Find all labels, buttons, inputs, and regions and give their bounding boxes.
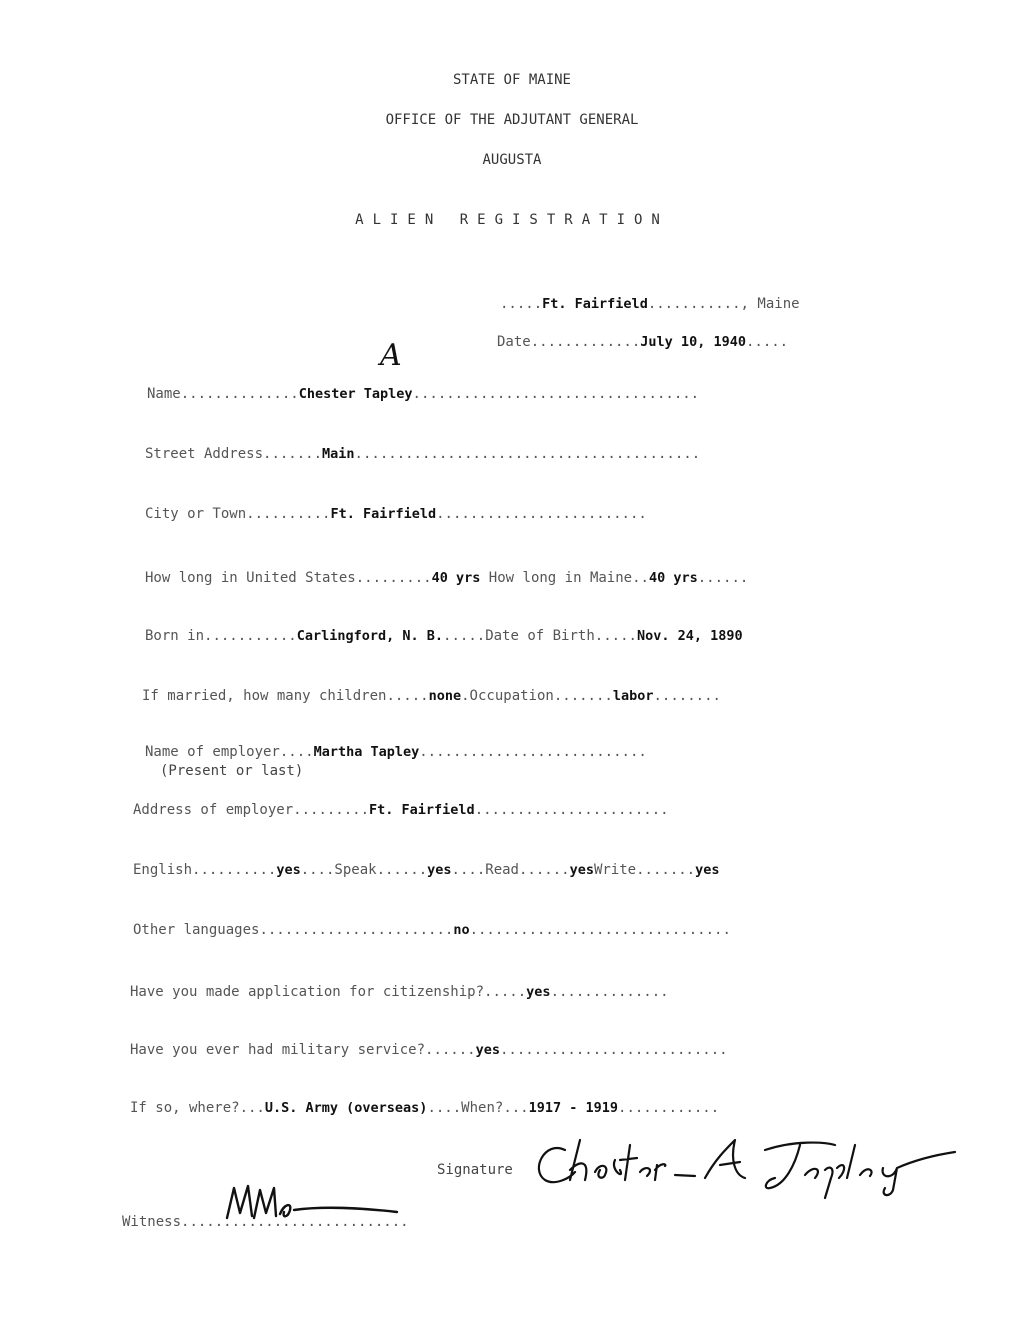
header-state: STATE OF MAINE [452,72,571,88]
street-label: Street Address [145,446,264,462]
occupation-label: Occupation [469,688,554,704]
speak-value: yes [427,862,452,878]
witness-line: Witness........................... [122,1214,409,1230]
children-occupation-field: If married, how many children.....none.Occupation.......labor........ [142,688,721,704]
dob-value: Nov. 24, 1890 [636,628,743,644]
residency-field: How long in United States.........40 yrs How long in Maine..40 yrs...... [145,570,749,586]
other-languages-value: no [453,922,470,938]
handwritten-a-mark: A [380,338,402,373]
employer-address-label: Address of employer [133,802,294,818]
place-value: Ft. Fairfield [542,296,648,312]
children-label: If married, how many children [142,688,387,704]
military-field: Have you ever had military service?......yes........................... [130,1042,728,1058]
born-in-label: Born in [145,628,205,644]
how-long-me-label: How long in Maine [488,570,633,586]
how-long-me-value: 40 yrs [648,570,698,586]
where-value: U.S. Army (overseas) [264,1100,428,1116]
name-field: Name..............Chester Tapley.................................. [147,386,700,402]
other-languages-label: Other languages [133,922,260,938]
witness-label: Witness [122,1214,182,1230]
employer-address-value: Ft. Fairfield [369,802,475,818]
born-in-value: Carlingford, N. B. [296,628,444,644]
street-value: Main [322,446,355,462]
english-label: English [133,862,193,878]
birth-field: Born in...........Carlingford, N. B......Date of Birth.....Nov. 24, 1890 [145,628,743,644]
dob-label: Date of Birth [485,628,595,644]
citizenship-field: Have you made application for citizenship?.....yes.............. [130,984,669,1000]
date-line: Date.............July 10, 1940..... [497,334,789,350]
header-city: AUGUSTA [482,152,542,168]
name-label: Name [147,386,181,402]
how-long-us-value: 40 yrs [431,570,481,586]
read-value: yes [569,862,594,878]
employer-label: Name of employer [145,744,280,760]
english-value: yes [276,862,301,878]
place-line: .....Ft. Fairfield..........., Maine [500,296,800,312]
employer-field: Name of employer....Martha Tapley........................... [145,744,647,760]
header-office: OFFICE OF THE ADJUTANT GENERAL [385,112,639,128]
where-label: If so, where? [130,1100,240,1116]
place-suffix: , Maine [740,296,800,312]
when-label: When? [461,1100,504,1116]
service-detail-field: If so, where?...U.S. Army (overseas)....When?...1917 - 1919............ [130,1100,720,1116]
form-title: ALIEN REGISTRATION [355,212,669,228]
employer-value: Martha Tapley [313,744,420,760]
signature-label: Signature [437,1162,513,1178]
how-long-us-label: How long in United States [145,570,356,586]
city-value: Ft. Fairfield [330,506,437,522]
when-value: 1917 - 1919 [528,1100,619,1116]
employer-sublabel: (Present or last) [160,763,304,779]
military-value: yes [475,1042,500,1058]
occupation-value: labor [612,688,654,704]
street-field: Street Address.......Main......................................... [145,446,701,462]
city-label: City or Town [145,506,247,522]
write-label: Write [593,862,637,878]
name-value: Chester Tapley [298,386,413,402]
english-field: English..........yes....Speak......yes....Read......yesWrite.......yes [133,862,720,878]
date-value: July 10, 1940 [640,334,746,350]
military-label: Have you ever had military service? [130,1042,426,1058]
citizenship-value: yes [526,984,551,1000]
other-languages-field: Other languages.......................no............................... [133,922,731,938]
citizenship-label: Have you made application for citizenship? [130,984,485,1000]
employer-address-field: Address of employer.........Ft. Fairfield....................... [133,802,669,818]
witness-initials-handwriting [222,1178,422,1228]
city-field: City or Town..........Ft. Fairfield......................... [145,506,647,522]
speak-label: Speak [334,862,377,878]
date-label: Date [497,334,531,350]
children-value: none [428,688,462,704]
write-value: yes [695,862,720,878]
signature-handwriting [525,1130,965,1200]
read-label: Read [485,862,519,878]
